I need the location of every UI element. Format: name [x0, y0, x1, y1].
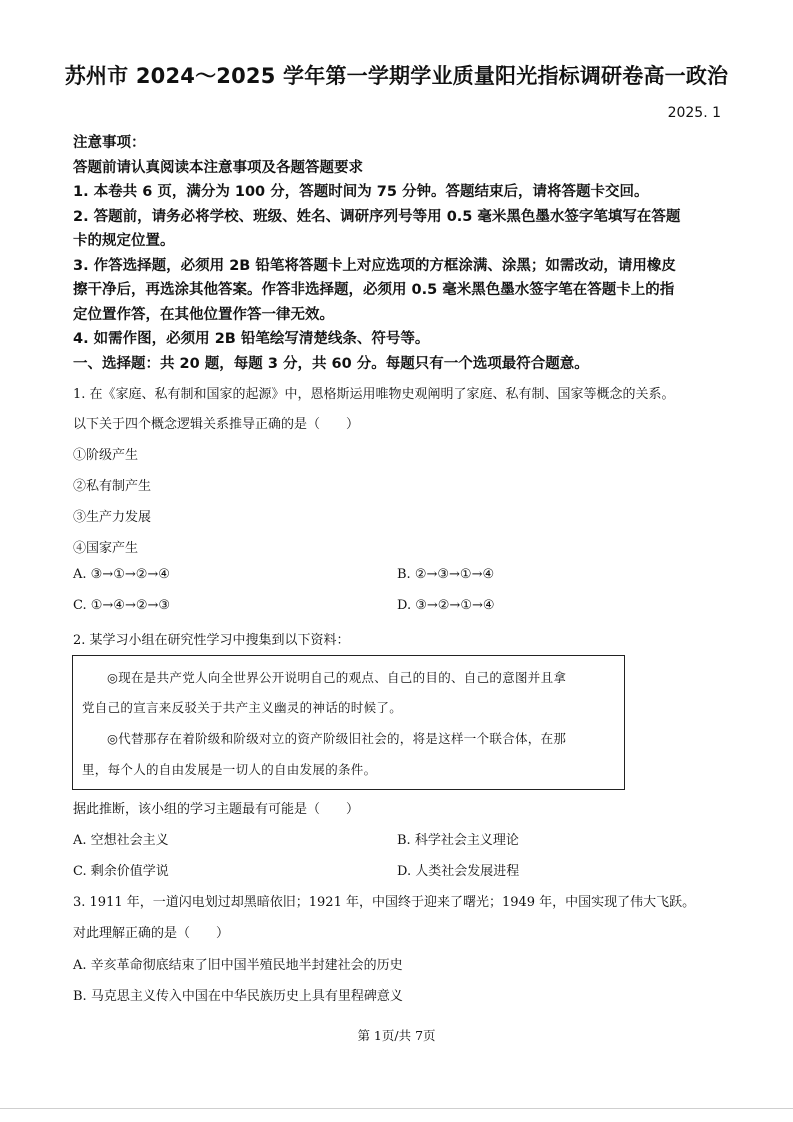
q1-option-d: D. ③→②→①→④: [397, 598, 495, 613]
q1-option-c: C. ①→④→②→③: [73, 598, 171, 613]
page-title: 苏州市 2024～2025 学年第一学期学业质量阳光指标调研卷高一政治: [64, 64, 729, 88]
q2-option-b: B. 科学社会主义理论: [397, 833, 519, 848]
q2-ask: 据此推断，该小组的学习主题最有可能是（ ）: [73, 802, 360, 817]
notice-line-7: 4. 如需作图，必须用 2B 铅笔绘写清楚线条、符号等。: [73, 331, 430, 347]
q2-quote-line-1: ◎现在是共产党人向全世界公开说明自己的观点、自己的目的、自己的意图并且拿: [107, 670, 567, 685]
q3-option-b: B. 马克思主义传入中国在中华民族历史上具有里程碑意义: [73, 989, 403, 1004]
exam-date: 2025. 1: [667, 105, 721, 121]
notice-line-4: 3. 作答选择题，必须用 2B 铅笔将答题卡上对应选项的方框涂满、涂黑；如需改动，请用橡皮: [73, 258, 676, 274]
q2-option-a: A. 空想社会主义: [73, 833, 169, 848]
q3-stem-line-1: 3. 1911 年，一道闪电划过却黑暗依旧；1921 年，中国终于迎来了曙光；1949 年，中国实现了伟大飞跃。: [73, 895, 696, 910]
q3-option-a: A. 辛亥革命彻底结束了旧中国半殖民地半封建社会的历史: [73, 958, 403, 973]
notice-heading: 注意事项：: [73, 135, 146, 151]
q3-stem-line-2: 对此理解正确的是（ ）: [73, 926, 230, 941]
q1-item-3: ③生产力发展: [73, 510, 152, 525]
q2-option-c: C. 剩余价值学说: [73, 864, 169, 879]
q1-item-4: ④国家产生: [73, 541, 139, 556]
notice-subheading: 答题前请认真阅读本注意事项及各题答题要求: [73, 160, 363, 176]
notice-line-2: 2. 答题前，请务必将学校、班级、姓名、调研序列号等用 0.5 毫米黑色墨水签字笔填写在答题: [73, 209, 681, 225]
q1-item-1: ①阶级产生: [73, 448, 139, 463]
q2-quote-line-4: 里，每个人的自由发展是一切人的自由发展的条件。: [82, 762, 377, 777]
q2-option-d: D. 人类社会发展进程: [397, 864, 520, 879]
q1-option-b: B. ②→③→①→④: [397, 567, 495, 582]
page-number: 第 1页/共 7页: [357, 1028, 436, 1043]
notice-line-5: 擦干净后，再选涂其他答案。作答非选择题，必须用 0.5 毫米黑色墨水签字笔在答题卡上的指: [73, 282, 675, 298]
notice-line-3: 卡的规定位置。: [73, 233, 175, 249]
q1-item-2: ②私有制产生: [73, 479, 152, 494]
section-heading: 一、选择题：共 20 题，每题 3 分，共 60 分。每题只有一个选项最符合题意。: [73, 356, 589, 372]
q1-stem-line-2: 以下关于四个概念逻辑关系推导正确的是（ ）: [73, 417, 360, 432]
q1-option-a: A. ③→①→②→④: [73, 567, 170, 582]
q2-quote-line-2: 党自己的宣言来反驳关于共产主义幽灵的神话的时候了。: [82, 700, 403, 715]
notice-line-1: 1. 本卷共 6 页，满分为 100 分，答题时间为 75 分钟。答题结束后，请将答题卡交回。: [73, 184, 649, 200]
q2-quote-line-3: ◎代替那存在着阶级和阶级对立的资产阶级旧社会的，将是这样一个联合体，在那: [107, 731, 567, 746]
q2-quote-box: [72, 655, 625, 790]
q2-stem: 2. 某学习小组在研究性学习中搜集到以下资料：: [73, 633, 350, 648]
notice-line-6: 定位置作答，在其他位置作答一律无效。: [73, 307, 334, 323]
bottom-divider: [0, 1108, 793, 1109]
q1-stem-line-1: 1. 在《家庭、私有制和国家的起源》中，恩格斯运用唯物史观阐明了家庭、私有制、国家等概念的关系。: [73, 387, 675, 402]
